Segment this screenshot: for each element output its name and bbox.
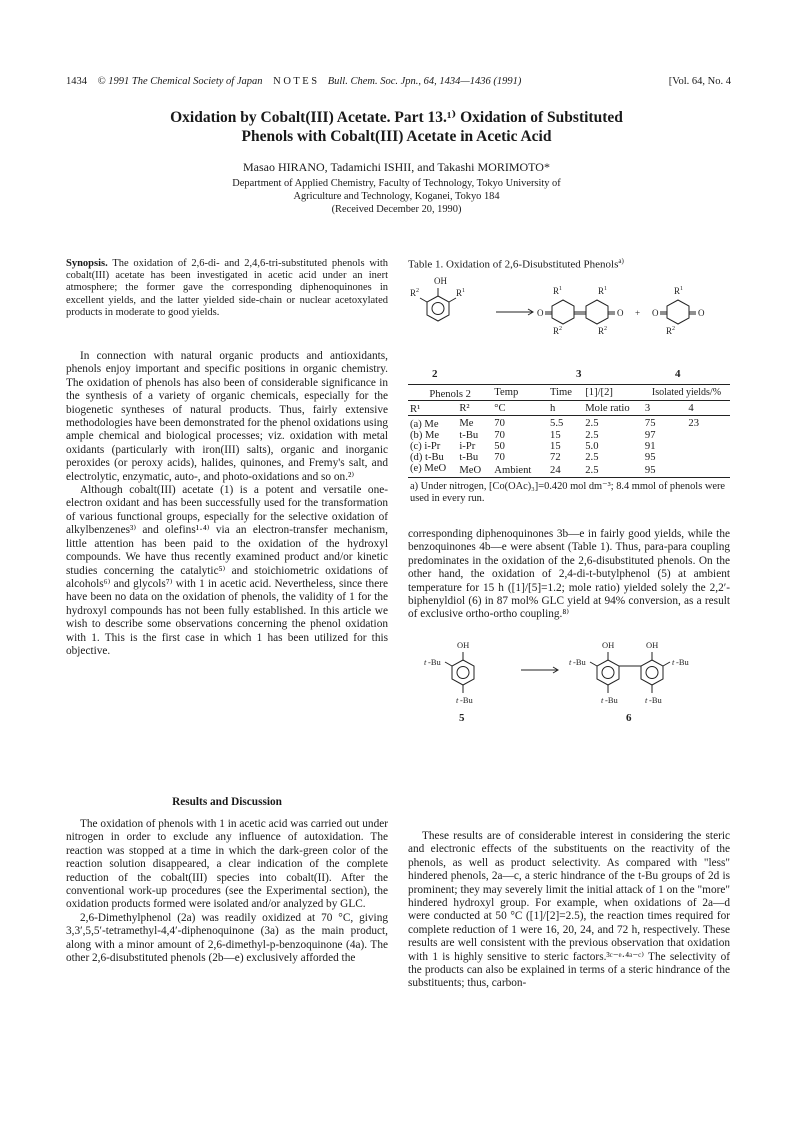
cell: 91 <box>644 441 656 452</box>
table-row <box>408 416 730 431</box>
article-title <box>60 108 733 146</box>
received-date: (Received December 20, 1990) <box>331 204 462 215</box>
svg-text:+: + <box>635 308 641 318</box>
svg-text:OH: OH <box>457 640 470 650</box>
introduction <box>66 350 388 658</box>
svg-text:R: R <box>456 288 463 298</box>
title-line-1: Oxidation by Cobalt(III) Acetate. Part 13.¹⁾ Oxidation of Substituted <box>170 109 623 126</box>
svg-text:-Bu: -Bu <box>460 695 473 705</box>
cell: (a) Me <box>410 419 439 430</box>
right-text-2: These results are of considerable interest in considering the steric and electronic effects of the substituents on the reactivity of the phenols, as well as product selectivity. As compared with "less" hindered phenols, 2a—c, a steric hindrance of the t-Bu groups of 2d is prominent; they may severely limit the initial attack of 1 on the "more" hindered hydroxyl group. For example, when oxidations of 2a—d were conducted at 50 °C ([1]/[2]=2.5), the reaction times required for complete reduction of 1 were 16, 20, 24, and 72 h, respectively. These results are well consistent with the previous observation that oxidation with 1 is highly sensitive to steric factors.³ᶜ⁻ᵉ·⁴ᵃ⁻ᶜ⁾ The selectivity of the products can also be explained in terms of a steric hindrance of the substituents; thus, carbon- <box>408 830 730 990</box>
right-paragraph-1 <box>408 528 730 622</box>
synopsis-label: Synopsis. <box>66 258 108 269</box>
svg-text:t: t <box>645 695 648 705</box>
cell: 95 <box>644 452 656 463</box>
authors: Masao HIRANO, Tadamichi ISHII, and Takashi MORIMOTO* <box>243 160 550 174</box>
svg-text:1: 1 <box>680 286 683 292</box>
scheme-label-3: 3 <box>576 368 582 380</box>
sub-temp: °C <box>494 402 506 414</box>
svg-text:R: R <box>553 286 560 296</box>
section-label: N O T E S <box>273 76 318 87</box>
cell: 15 <box>550 441 561 452</box>
svg-text:O: O <box>652 308 659 318</box>
svg-text:O: O <box>617 308 624 318</box>
cell: 23 <box>688 417 699 429</box>
col-time: Time <box>550 387 572 398</box>
results-text <box>66 818 388 965</box>
table-subheader-row <box>408 401 730 416</box>
reaction-scheme-2 <box>408 632 730 744</box>
svg-text:1: 1 <box>462 288 465 294</box>
cell: 2.5 <box>585 430 599 441</box>
svg-text:t: t <box>569 657 572 667</box>
sub-r1: R¹ <box>410 404 421 415</box>
data-table <box>408 384 730 506</box>
cell: t-Bu <box>459 430 479 441</box>
svg-text:2: 2 <box>604 326 607 332</box>
cell: 15 <box>550 430 561 441</box>
scheme-label-4: 4 <box>675 368 681 380</box>
benzoquinone-ring <box>667 300 689 324</box>
svg-text:OH: OH <box>434 276 447 286</box>
svg-text:OH: OH <box>646 640 659 650</box>
scheme-label-5: 5 <box>459 712 465 724</box>
svg-text:t: t <box>672 657 675 667</box>
cell: 2.5 <box>585 417 599 429</box>
table-header-row <box>408 385 730 401</box>
col-phenols: Phenols 2 <box>429 389 471 400</box>
sub-ratio: Mole ratio <box>585 402 630 414</box>
svg-text:O: O <box>537 308 544 318</box>
cell: 72 <box>550 452 561 463</box>
synopsis <box>66 258 388 319</box>
svg-text:1: 1 <box>604 286 607 292</box>
col-ratio: [1]/[2] <box>585 387 613 398</box>
svg-text:t: t <box>601 695 604 705</box>
results-heading: Results and Discussion <box>172 796 282 808</box>
cell: (b) Me <box>410 430 440 441</box>
col-temp: Temp <box>494 387 519 398</box>
scheme-label-2: 2 <box>432 368 438 380</box>
cell: i-Pr <box>459 441 476 452</box>
cell: 95 <box>644 464 656 476</box>
svg-text:R: R <box>598 286 605 296</box>
synopsis-text: The oxidation of 2,6-di- and 2,4,6-tri-substituted phenols with cobalt(III) acetate has been investigated in acetic acid under an inert atmosphere; the former gave the corresponding diphenoquinones in excellent yields, and the latter yielded side-chain or nuclear acetoxylated products in moderate to good yields. <box>66 258 388 318</box>
cell: Me <box>459 417 474 429</box>
svg-text:2: 2 <box>672 326 675 332</box>
cell: 5.5 <box>550 417 564 429</box>
copyright: © 1991 The Chemical Society of Japan <box>97 76 263 87</box>
svg-text:1: 1 <box>559 286 562 292</box>
svg-text:R: R <box>553 326 560 336</box>
svg-text:R: R <box>674 286 681 296</box>
quinone-ring-left <box>552 300 574 324</box>
cell <box>686 452 730 463</box>
cell: 5.0 <box>585 441 599 452</box>
phenol-ring <box>427 296 449 321</box>
right-paragraph-2 <box>408 830 730 991</box>
svg-text:R: R <box>410 288 417 298</box>
table-row <box>408 441 730 452</box>
cell <box>686 463 730 478</box>
phenol-5-ring <box>452 660 474 685</box>
cell: 75 <box>644 417 656 429</box>
svg-text:-Bu: -Bu <box>428 657 441 667</box>
biphenyl-ring-right <box>641 660 663 685</box>
right-text-1: corresponding diphenoquinones 3b—e in fairly good yields, while the benzoquinones 4b—e were absent (Table 1). Thus, para-para coupling predominates in the oxidation of the 2,6-disubstituted phenols. On the other hand, the oxidation of 2,4-di-t-butylphenol (5) at ambient temperature for 15 h ([1]/[5]=1.2; mole ratio) yielded solely the 2,2′-biphenyldiol (6) in 87 mol% GLC yield at 94% conversion, as a result of exclusive ortho-ortho coupling.⁸⁾ <box>408 528 730 621</box>
table-caption-text: Table 1. Oxidation of 2,6-Disubstituted Phenols <box>408 258 619 271</box>
sub-r2: R² <box>459 402 470 414</box>
svg-text:-Bu: -Bu <box>649 695 662 705</box>
svg-text:-Bu: -Bu <box>605 695 618 705</box>
quinone-ring-right <box>586 300 608 324</box>
table-row <box>408 452 730 463</box>
cell <box>686 441 730 452</box>
svg-text:2: 2 <box>559 326 562 332</box>
cell: 24 <box>550 464 561 476</box>
cell: 70 <box>494 417 505 429</box>
svg-text:-Bu: -Bu <box>573 657 586 667</box>
table-footnote-row <box>408 478 730 506</box>
cell: 97 <box>644 430 656 441</box>
page-number: 1434 <box>66 76 87 87</box>
svg-text:t: t <box>456 695 459 705</box>
cell <box>686 430 730 441</box>
cell: 2.5 <box>585 464 599 476</box>
cell: MeO <box>459 464 482 476</box>
table-footnote: a) Under nitrogen, [Co(OAc)₃]=0.420 mol dm⁻³; 8.4 mmol of phenols were used in every run. <box>410 481 726 505</box>
results-paragraph-2: 2,6-Dimethylphenol (2a) was readily oxidized at 70 °C, giving 3,3′,5,5′-tetramethyl-4,4′-diphenoquinone (3a) as the main product, along with a minor amount of 2,6-dimethyl-p-benzoquinone (4a). The other 2,6-disubstituted phenols (2b—e) exclusively afforded the <box>66 911 388 965</box>
table-caption <box>408 257 730 271</box>
scheme-label-6: 6 <box>626 712 632 724</box>
cell: 70 <box>494 452 505 463</box>
cell: 2.5 <box>585 452 599 463</box>
cell: 70 <box>494 430 505 441</box>
affiliation-line-1: Department of Applied Chemistry, Faculty of Technology, Tokyo University of <box>232 178 561 189</box>
table-row <box>408 430 730 441</box>
title-line-2: Phenols with Cobalt(III) Acetate in Acetic Acid <box>241 128 552 145</box>
aromatic-circle <box>432 303 444 315</box>
svg-text:OH: OH <box>602 640 615 650</box>
sub-yield-4: 4 <box>688 402 694 414</box>
svg-text:O: O <box>698 308 705 318</box>
cell: 50 <box>494 441 505 452</box>
svg-text:R: R <box>598 326 605 336</box>
results-paragraph-1: The oxidation of phenols with 1 in acetic acid was carried out under nitrogen in order to exclude any influence of autoxidation. The reaction was stopped at a time in which the dark-green color of the reaction solution disappeared, a clear indication of the complete reduction of the cobalt(III) species into cobalt(II). After the conventional work-up procedures (see the Experimental section), the oxidation products formed were isolated and/or analyzed by GLC. <box>66 818 388 911</box>
journal-citation: Bull. Chem. Soc. Jpn., 64, 1434—1436 (1991) <box>327 76 522 87</box>
affiliation <box>60 177 733 216</box>
cell: t-Bu <box>459 452 479 463</box>
svg-text:2: 2 <box>416 288 419 294</box>
volume-info: [Vol. 64, No. 4 <box>668 76 731 87</box>
cell: (d) t-Bu <box>410 452 444 463</box>
cell: (c) i-Pr <box>410 441 441 452</box>
svg-text:R: R <box>666 326 673 336</box>
running-header <box>66 76 731 87</box>
table-caption-sup: a) <box>618 257 624 265</box>
svg-text:t: t <box>424 657 427 667</box>
cell: Ambient <box>494 464 532 476</box>
intro-paragraph-1: In connection with natural organic products and antioxidants, phenols enjoy important and specific positions in organic chemistry. The oxidation of phenols has also been of considerable significance in the synthesis of a variety of organic chemicals, especially for the biogenetic syntheses of natural products. Thus, fairly extensive methodologies have been demonstrated for the phenol oxidations using ample chemical and biological processes; viz. oxidation with metal oxidants (particularly with iron(III) salts), organic and inorganic peroxides (or peroxy acids), halides, quinones, and Fremy's salt, and electrolytic, enzymatic, auto-, and photo-oxidations and so on.²⁾ <box>66 350 388 483</box>
cell: (e) MeO <box>410 463 447 474</box>
reaction-scheme-1 <box>408 270 730 382</box>
sub-yield-3: 3 <box>644 402 651 414</box>
biphenyl-ring-left <box>597 660 619 685</box>
affiliation-line-2: Agriculture and Technology, Koganei, Tokyo 184 <box>293 191 500 202</box>
table-row <box>408 463 730 478</box>
svg-text:-Bu: -Bu <box>676 657 689 667</box>
intro-paragraph-2: Although cobalt(III) acetate (1) is a potent and versatile one-electron oxidant and has been successfully used for the transformation of various functional groups, especially for the selective oxidation of alkylbenzenes³⁾ and olefins¹·⁴⁾ via an electron-transfer mechanism, little attention has been paid to the oxidation of the hydroxyl compounds. We have thus recently examined product and/or kinetic studies concerning the catalytic⁵⁾ and stoichiometric oxidations of alcohols⁶⁾ and glycols⁷⁾ with 1 in acetic acid. Nevertheless, since there have been no data on the oxidation of phenols, the validity of 1 for the hydroxyl compounds has not been fully established. In this article we wish to describe some observations concerning the phenol oxidation with 1. This is the first case in which 1 has been utilized for this objective. <box>66 484 388 657</box>
col-yields: Isolated yields/% <box>651 387 722 398</box>
sub-time: h <box>550 402 556 414</box>
